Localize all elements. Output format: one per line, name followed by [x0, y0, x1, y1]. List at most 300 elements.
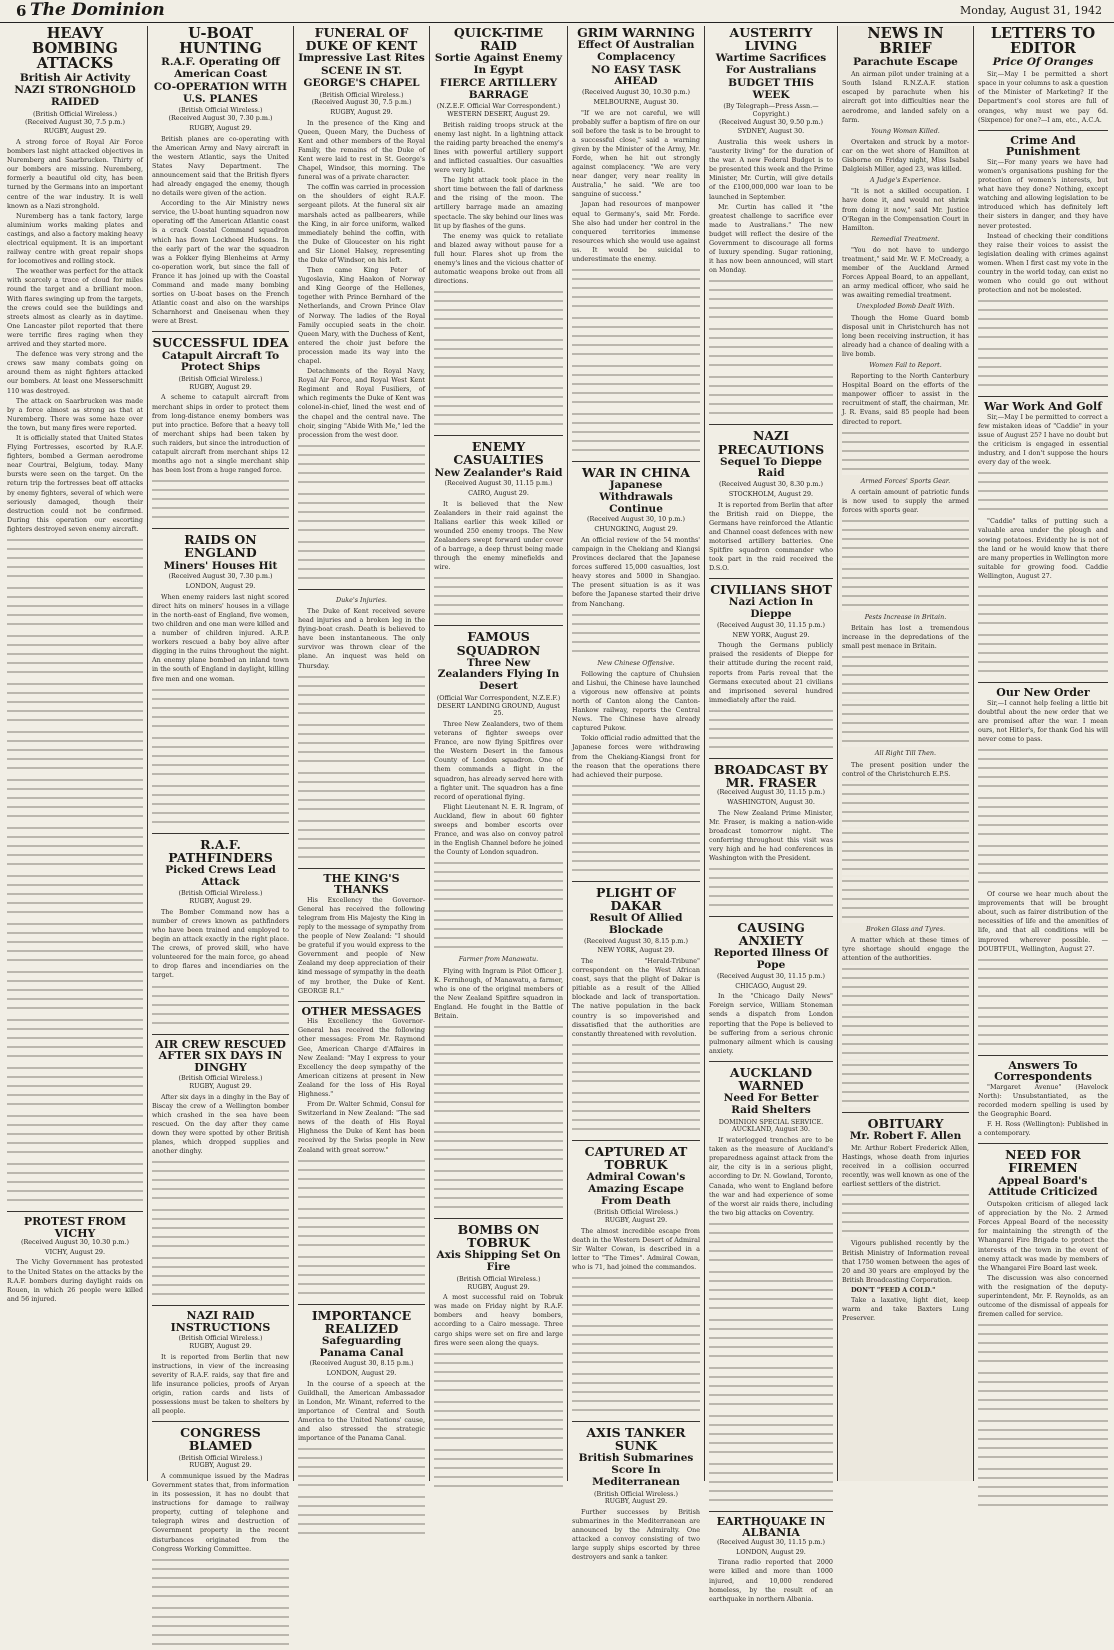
received-line: (Received August 30, 11.15 p.m.) — [716, 1537, 826, 1546]
dateline: RUGBY, August 29. — [189, 123, 252, 132]
text-filler — [434, 907, 563, 953]
text-filler — [572, 314, 700, 360]
article-funeral-duke-of-kent — [298, 26, 425, 584]
received-line: (Received August 30, 8.15 p.m.) — [584, 936, 688, 945]
text-filler — [7, 584, 143, 630]
text-filler — [978, 1465, 1108, 1511]
subheadline: Admiral Cowan's Amazing Escape From Death — [586, 1171, 686, 1207]
advertisement-heading: DON'T "FEED A COLD." — [851, 1285, 936, 1294]
text-filler — [152, 477, 289, 523]
subheadline: Sortie Against Enemy In Egypt — [434, 52, 563, 76]
subheadline: British Submarines Score In Mediterranean — [578, 1452, 694, 1488]
text-filler — [572, 1041, 700, 1087]
article-raids-on-england — [152, 528, 289, 827]
subheadline: Mr. Robert F. Allen — [849, 1130, 962, 1143]
text-filler — [978, 631, 1108, 677]
text-filler — [572, 266, 700, 312]
headline: FAMOUS SQUADRON — [456, 629, 541, 658]
dateline: LONDON, August 29. — [326, 1369, 397, 1378]
credit-line: DOMINION SPECIAL SERVICE. — [718, 1117, 824, 1126]
paragraph: The weather was perfect for the attack with scarcely a trace of cloud for miles round the target and a brilliant moon. With flares swinging up from the targets, the crews could see the buildings and streets almost as clearly as in daytime. One Lancaster pilot reported that there were terrific fires raging when they arrived and they started more. — [7, 267, 143, 349]
text-filler — [7, 920, 143, 966]
text-filler — [298, 442, 425, 488]
paragraph: British planes are co-operating with the American Army and Navy aircraft in the western Atlantic, says the United States Navy Department. The announcement said that the British flyers had already engaged the enemy, though no details were given of the action. — [152, 134, 289, 198]
text-filler — [572, 1322, 700, 1368]
subheadline: SCENE IN ST. GEORGE'S CHAPEL — [303, 65, 420, 89]
column-6 — [706, 25, 836, 1603]
paragraph: His Excellency the Governor-General has received the following telegram from His Majesty the King in reply to the message of sympathy from the people of New Zealand: "I should be grateful if you would express to the Government and people of New Zealand my deep appreciation of their kind message of sympathy in the death of my brother, the Duke of Kent. GEORGE R.I." — [298, 895, 425, 995]
subheadline: Catapult Aircraft To Protect Ships — [161, 349, 280, 374]
headline: AUSTERITY LIVING — [729, 25, 813, 54]
dateline: AUCKLAND, August 30. — [731, 1125, 811, 1134]
subheadline: Picked Crews Lead Attack — [165, 863, 276, 888]
credit-line: (British Official Wireless.) — [456, 1274, 541, 1283]
paragraph: In the course of a speech at the Guildhall, the American Ambassador in London, Mr. Winant, referred to the importance of Central and South America to the United Nations' cause, and also stressed the strategic importance of the Panama Canal. — [298, 1379, 425, 1443]
article-letters-to-editor — [978, 26, 1108, 125]
subheadline: Effect Of Australian Complacency — [577, 39, 695, 63]
paragraph: A scheme to catapult aircraft from merchant ships in order to protect them from long-distance enemy bombers was put into practice. Before that a heavy toll of merchant ships had been taken by such raiders, but since the introduction of catapult aircraft from merchant ships 12 months ago not a single merchant ship has been lost from a huge ranged force. — [152, 393, 289, 475]
text-filler — [298, 721, 425, 767]
subheadline: NO EASY TASK AHEAD — [591, 63, 681, 88]
paragraph: "It is not a skilled occupation. I have done it, and would not shrink from doing it now," said Mr. Justice O'Regan in the Compensation Court in Hamilton. — [842, 187, 969, 232]
text-filler — [298, 1445, 425, 1491]
publication-date: Monday, August 31, 1942 — [959, 4, 1102, 17]
text-filler — [978, 345, 1108, 391]
text-filler — [152, 734, 289, 780]
subheadline: R.A.F. Operating Off American Coast — [161, 56, 280, 81]
text-filler — [298, 817, 425, 863]
paragraph: Though the Home Guard bomb disposal unit in Christchurch has not long been receiving instruction, it has already had a chance of dealing with a live bomb. — [842, 313, 969, 358]
headline: NEED FOR FIREMEN — [1005, 1147, 1081, 1176]
column-rule — [704, 26, 705, 1481]
article-captured-at-tobruk — [572, 1140, 700, 1416]
dateline: RUGBY, August 29. — [467, 1282, 530, 1291]
headline: CAUSING ANXIETY — [737, 920, 805, 949]
paragraph: Flying with Ingram is Pilot Officer J. K. Fernihough, of Manawatu, a farmer, who is one of the original members of the New Zealand Spitfire squadron in England. He fought in the Battle of Britain. — [434, 966, 563, 1020]
text-filler — [842, 1013, 969, 1059]
paragraph: The almost incredible escape from death in the Western Desert of Admiral Sir Walter Cowan, is described in a letter to "The Times". Admiral Cowan, who is 71, had joined the commandos. — [572, 1226, 700, 1272]
paragraph: It is reported from Berlin that new instructions, in view of the increasing severity of R.A.F. raids, say that fire and life insurance policies, proofs of Aryan origin, ration cards and lists of possessions must be taken to shelters by all people. — [152, 1352, 289, 1416]
text-filler — [7, 1112, 143, 1158]
text-filler — [842, 1061, 969, 1107]
column-8 — [975, 26, 1111, 1481]
paragraph: Australia this week ushers in "austerity living" for the duration of the war. A new Federal Budget is to be presented this week and the Prime Minister, Mr. Curtin, will give details of the £100,000,000 war loan to be launched in September. — [709, 138, 833, 201]
text-filler — [978, 1321, 1108, 1367]
headline: CAPTURED AT TOBRUK — [584, 1143, 688, 1172]
dateline: RUGBY, August 29. — [330, 107, 393, 116]
article-u-boat-hunting — [152, 26, 289, 326]
paragraph: Vigours published recently by the British Ministry of Information reveal that 1750 women between the ages of 20 and 30 years are employed by the British Broadcasting Corporation. — [842, 1239, 969, 1284]
paragraph: The defence was very strong and the crews saw many combats going on around them as night fighters attacked our bombers. At least one Messerschmitt 110 was destroyed. — [7, 350, 143, 395]
headline: NAZI RAID INSTRUCTIONS — [170, 1309, 271, 1334]
section-subtitle: Women Fail to Report. — [869, 361, 942, 369]
dateline: VICHY, August 29. — [44, 1247, 106, 1256]
text-filler — [842, 877, 969, 923]
subheadline: Result Of Allied Blockade — [589, 912, 683, 936]
paragraph: According to the Air Ministry news service, the U-boat hunting squadron now operating off the American Atlantic coast is a crack Coastal Command squadron which has flown Lockheed Hudsons. In the early part of the war the squadron was a Fokker flying Blenheims at Army co-operation work, but since the fall of France it has joined up with the Coastal Command and made many bombing sorties on U-boat bases on the French Atlantic coast and also on the warships Scharnhorst and Gneisenau when they were at Brest. — [152, 199, 289, 326]
headline: QUICK-TIME RAID — [453, 25, 544, 54]
text-filler — [7, 728, 143, 774]
text-filler — [434, 1398, 563, 1444]
paragraph: Instead of checking their conditions they raise their voices to assist the legislation dealing with crimes against women. When I first cast my vote in the country in the world today, can exist no women who could go out without protection and not be molested. — [978, 231, 1108, 295]
text-filler — [978, 469, 1108, 515]
headline: AUCKLAND WARNED — [729, 1064, 813, 1094]
masthead — [0, 0, 1114, 23]
dateline: RUGBY, August 29. — [604, 1497, 668, 1506]
dateline: RUGBY, August 29. — [189, 1341, 252, 1350]
paragraph: In the "Chicago Daily News" Foreign service, William Stoneman sends a dispatch from London reporting that the Pope is believed to be suffering from a serious chronic pulmonary ailment which is causing anxiety. — [709, 992, 833, 1055]
headline: THE KING'S THANKS — [323, 871, 400, 897]
article-austerity-living — [709, 26, 833, 419]
paragraph: "Caddie" talks of putting such a valuable area under the plough and sowing potatoes. Evidently he is not of the land or he would know that there are many properties in Wellington more suitable for growing food. Caddie Wellington, August 27. — [978, 517, 1108, 580]
text-filler — [152, 686, 289, 732]
column-rule — [837, 26, 838, 1481]
article-protest-vichy — [7, 1211, 143, 1304]
text-filler — [152, 983, 289, 1029]
text-filler — [434, 1023, 563, 1069]
text-filler — [434, 384, 563, 430]
text-filler — [709, 277, 833, 323]
headline: SUCCESSFUL IDEA — [152, 335, 289, 351]
paragraph: Though the Germans publicly praised the residents of Dieppe for their attitude during the recent raid, reports from Paris reveal that the Germans executed about 21 civilians and imprisoned several hundred immediately after the raid. — [709, 641, 833, 704]
text-filler — [7, 632, 143, 678]
article-answers-to-correspondents — [978, 1055, 1108, 1139]
dateline: MELBOURNE, August 30. — [593, 97, 679, 106]
paragraph: Sir,—For many years we have had women's organisations pushing for the protection of women's interests, but what have they done? Nothing, except watching and allowing legislation to be introduced which has definitely left their sisters in danger, and they have never protested. — [978, 157, 1108, 230]
headline: R.A.F. PATHFINDERS — [168, 836, 273, 865]
text-filler — [434, 859, 563, 905]
credit-line: (British Official Wireless.) — [319, 90, 404, 99]
dateline: CAIRO, August 29. — [468, 489, 529, 497]
text-filler — [7, 1160, 143, 1206]
credit-line: (British Official Wireless.) — [594, 1208, 678, 1217]
column-rule — [429, 26, 430, 1481]
dateline: RUGBY, August 29. — [43, 127, 107, 136]
section-subtitle: Broken Glass and Tyres. — [865, 924, 946, 933]
headline: RAIDS ON ENGLAND — [184, 532, 257, 561]
article-broadcast-by-mr-fraser — [709, 758, 833, 911]
paragraph: Sir,—May I be permitted to correct a few mistaken ideas of "Caddie" in your issue of August 25? I have no doubt but the criticism is engaged in essential industry, and I don't suppose the hours every day of the week. — [978, 412, 1108, 467]
text-filler — [978, 1004, 1108, 1050]
received-line: (Received August 30, 11.15 p.m.) — [716, 620, 826, 629]
article-importance-realized — [298, 1304, 425, 1540]
paragraph: F. H. Ross (Wellington): Published in a contemporary. — [978, 1120, 1108, 1138]
headline: PROTEST FROM VICHY — [23, 1215, 127, 1240]
paragraph: Mr. Arthur Robert Frederick Allen, Hastings, whose death from injuries received in a collision occurred recently, was well known as one of the earliest settlers of the district. — [842, 1143, 969, 1189]
text-filler — [298, 1157, 425, 1203]
text-filler — [978, 1417, 1108, 1463]
received-line: (Received August 30, 10 p.m.) — [587, 515, 685, 524]
paragraph: Outspoken criticism of alleged lack of appreciation by the No. 2 Armed Forces Appeal Board of the necessity for maintaining the strength of the Whangarei Fire Brigade to protect the interests of the town in the event of enemy attack was made by members of the Whangarei Fire Board last week. — [978, 1200, 1108, 1272]
text-filler — [434, 1167, 563, 1213]
paragraph: British raiding troops struck at the enemy last night. In a lightning attack the raiding party breached the enemy's lines with powerful artillery support and inflicted casualties. Our casualties were very light. — [434, 120, 563, 175]
subheadline: British Air Activity — [19, 71, 131, 84]
text-filler — [842, 653, 969, 699]
dateline: LONDON, August 29. — [185, 582, 256, 590]
text-filler — [298, 1205, 425, 1251]
subheadline: Nazi Action In Dieppe — [728, 596, 814, 621]
column-3 — [295, 26, 428, 1481]
text-filler — [7, 776, 143, 822]
headline: IMPORTANCE REALIZED — [311, 1307, 412, 1336]
credit-line: (British Official Wireless.) — [178, 1453, 263, 1462]
subheadline: Need For Better Raid Shelters — [723, 1092, 819, 1116]
text-filler — [298, 1493, 425, 1539]
text-filler — [572, 1089, 700, 1135]
received-line: (Received August 30, 11.15 p.m.) — [716, 971, 826, 980]
paragraph: It is officially stated that United States Flying Fortresses, escorted by R.A.F. fighters, bombed a German aerodrome near Courtrai, Belgium, today. Many bursts were seen on the target. On the return trip the fortresses beat off attacks by enemy fighters, several of which were seriously damaged, though their destruction could not be confirmed. During this operation our escorting fighters destroyed seven enemy aircraft. — [7, 433, 143, 533]
column-1 — [4, 26, 146, 1481]
dateline: WASHINGTON, August 30. — [727, 797, 815, 806]
section-subtitle: Remedial Treatment. — [871, 234, 940, 243]
paragraph: Britain has lost a tremendous increase in the depredations of the small pest menace in Britain. — [842, 624, 969, 651]
text-filler — [7, 872, 143, 918]
article-earthquake-albania — [709, 1511, 833, 1604]
text-filler — [298, 490, 425, 536]
subheadline: Price Of Oranges — [992, 56, 1094, 69]
article-news-in-brief — [842, 26, 969, 1107]
paragraph: Of course we hear much about the improvements that will be brought about, such as fairer distribution of the necessities of life and the amenities of life, and that all conditions will be improved wherever possible. — DOUBTFUL, Wellington, August 27. — [978, 890, 1108, 953]
paragraph: Japan had resources of manpower equal to Germany's, said Mr. Forde. She also had under her control in the conquered territories immense resources which she would use against us. It would be suicidal to underestimate the enemy. — [572, 200, 700, 263]
article-raf-pathfinders — [152, 833, 289, 1029]
section-subtitle: Unexploded Bomb Dealt With. — [856, 302, 955, 311]
column-rule — [293, 26, 294, 1481]
subheadline: Reported Illness Of Pope — [713, 947, 829, 972]
headline: LETTERS TO EDITOR — [990, 25, 1096, 58]
headline: War Work And Golf — [984, 400, 1102, 414]
paragraph: From Dr. Walter Schmid, Consul for Switzerland in New Zealand: "The sad news of the death of His Royal Highness the Duke of Kent has been received by the Swiss people in New Zealand with great sorrow." — [298, 1100, 425, 1154]
received-line: (Received August 30, 9.50 p.m.) — [719, 117, 823, 126]
received-line: (Received August 30, 7.5 p.m.) — [311, 98, 412, 107]
text-filler — [842, 565, 969, 611]
paragraph: "Margaret Avenue" (Havelock North): Unsubstantiated, as the recorded modern spelling is used by the Geographic Board. — [978, 1082, 1108, 1119]
paragraph: In the presence of the King and Queen, Queen Mary, the Duchess of Kent and other members of the Royal Family, the remains of the Duke of Kent were laid to rest in St. George's Chapel, Windsor, this morning. The funeral was of a private character. — [298, 118, 425, 182]
subheadline: New Zealander's Raid — [434, 466, 563, 479]
paragraph: The discussion was also concerned with the resignation of the deputy-superintendent, Mr. F. Reynolds, as an outcome of the dismissal of appeals for firemen called for service. — [978, 1273, 1108, 1319]
paragraph: The present position under the control of the Christchurch E.P.S. — [842, 760, 969, 778]
column-2 — [149, 25, 292, 1553]
received-line: (Received August 30, 7.30 p.m.) — [168, 114, 273, 123]
dateline: STOCKHOLM, August 29. — [728, 489, 814, 498]
headline: GRIM WARNING — [577, 25, 695, 40]
text-filler — [7, 680, 143, 726]
text-filler — [709, 707, 833, 753]
section-subtitle: Duke's Injuries. — [336, 595, 387, 604]
article-war-work-and-golf — [978, 396, 1108, 677]
subheadline: Japanese Withdrawals Continue — [599, 479, 673, 515]
paragraph: Tirana radio reported that 2000 were killed and more than 1000 injured, and 10,000 rendered homeless, by the result of an earthquake in northern Albania. — [709, 1558, 833, 1603]
received-line: (Received August 30, 8.15 p.m.) — [309, 1359, 414, 1368]
headline: BROADCAST BY MR. FRASER — [714, 761, 828, 791]
text-filler — [7, 968, 143, 1014]
article-obituary — [842, 1112, 969, 1323]
subheadline: CO-OPERATION WITH U.S. PLANES — [153, 80, 288, 105]
article-auckland-warned — [709, 1061, 833, 1506]
received-line: (Received August 30, 10.30 p.m.) — [20, 1238, 130, 1247]
text-filler — [434, 1071, 563, 1117]
received-line: (Received August 30, 7.30 p.m.) — [168, 572, 273, 581]
text-filler — [978, 746, 1108, 792]
text-filler — [978, 794, 1108, 840]
headline: ENEMY CASUALTIES — [453, 439, 544, 468]
section-subtitle: All Right Till Then. — [874, 749, 937, 758]
text-filler — [434, 336, 563, 382]
article-civilians-shot — [709, 578, 833, 753]
paragraph: Take a laxative, light diet, keep warm and take Baxters Lung Preserver. — [842, 1295, 969, 1323]
paragraph: If waterlogged trenches are to be taken as the measure of Auckland's preparedness against attack from the air, the city is in a serious plight, according to Dr. N. Gowland, Toronto, Canada, who went to England before the war and had experience of some of the worst air raids there, including the two big attacks on Coventry. — [709, 1136, 833, 1217]
text-filler — [709, 1364, 833, 1410]
dateline: RUGBY, August 29. — [189, 897, 252, 906]
paragraph: Sir,—I cannot help feeling a little bit doubtful about the new order that we are promised after the war. I mean ours, not Hitler's, for thank God his will never come to pass. — [978, 698, 1108, 743]
text-filler — [572, 611, 700, 657]
paragraph: The light attack took place in the short time between the fall of darkness and the rising of the moon. The artillery barrage made an amazing spectacle. The sky behind our lines was lit up by flashes of the guns. — [434, 176, 563, 230]
article-quick-time-raid — [434, 26, 563, 430]
subheadline: FIERCE ARTILLERY BARRAGE — [439, 76, 558, 101]
subheadline: BUDGET THIS WEEK — [728, 76, 814, 101]
article-congress-blamed — [152, 1421, 289, 1649]
article-crime-and-punishment — [978, 130, 1108, 392]
column-rule — [147, 26, 148, 1481]
text-filler — [434, 1119, 563, 1165]
headline: CONGRESS BLAMED — [180, 1425, 261, 1454]
text-filler — [978, 297, 1108, 343]
text-filler — [152, 1604, 289, 1650]
paragraph: Following the capture of Chuhsien and Lishui, the Chinese have launched a vigorous new offensive at points north of Canton along the Canton-Hankow railway, reports the Central News. The Chinese have already captured Pukow. — [572, 669, 700, 733]
paragraph: The enemy was quick to retaliate and blazed away without pause for a full hour. Flares shot up from the enemy's lines and the vicious chatter of automatic weapons broke out from all directions. — [434, 231, 563, 286]
article-successful-idea — [152, 331, 289, 523]
headline: HEAVY BOMBING ATTACKS — [32, 25, 118, 73]
text-filler — [152, 1254, 289, 1300]
paragraph: Sir,—May I be permitted a short space in your columns to ask a question of the Minister of Marketing? If the Department's cool stores are full of oranges, why must we pay 6d. (Sixpence) for one?—I am, etc., A.C.A. — [978, 70, 1108, 124]
text-filler — [842, 517, 969, 563]
text-filler — [978, 842, 1108, 888]
headline: PLIGHT OF DAKAR — [596, 884, 676, 913]
headline: Answers To Correspondents — [994, 1058, 1092, 1084]
paragraph: The "Herald-Tribune" correspondent on the West African coast, says that the plight of Dakar is pitiable as a result of the Allied blockade and lack of transportation. The native population in the back country is so impoverished and dissatisfied that the authorities are constantly threatened with revolution. — [572, 956, 700, 1038]
dateline: NEW YORK, August 29. — [597, 946, 675, 955]
paragraph: An official review of the 54 months' campaign in the Chekiang and Kiangsi Provinces declared that the Japanese forces suffered 15,000 casualties, lost heavy stores and 5000 in Shangjao. The present situation is as it was before the Japanese started their drive from Nanchang. — [572, 535, 700, 608]
headline: AIR CREW RESCUED AFTER SIX DAYS IN DINGHY — [155, 1037, 286, 1074]
paragraph: Flight Lieutenant N. E. R. Ingram, of Auckland, flew in about 60 fighter sweeps and bomber escorts over France, and was also on convoy patrol in the English Channel before he joined the County of London squadron. — [434, 802, 563, 857]
received-line: (Received August 30, 7.5 p.m.) — [25, 117, 125, 126]
credit-line: (British Official Wireless.) — [33, 109, 117, 118]
text-filler — [152, 1158, 289, 1204]
column-rule — [567, 26, 568, 1481]
paragraph: Three New Zealanders, two of them veterans of fighter sweeps over France, are now flying Spitfires over the Western Desert in the famous County of London squadron. One of them commands a flight in the squadron, has already served here with a fighter unit. The squadron has a fine record of operational flying. — [434, 720, 563, 801]
received-line: (Received August 30, 8.30 p.m.) — [719, 480, 823, 489]
text-filler — [7, 536, 143, 582]
headline: OBITUARY — [867, 1116, 944, 1132]
credit-line: (By Telegraph—Press Assn.—Copyright.) — [723, 102, 819, 118]
paragraph: The New Zealand Prime Minister, Mr. Fraser, is making a nation-wide broadcast tomorrow night. The conferring throughout this visit was very high and he had conferences in Washington with the President. — [709, 808, 833, 863]
paragraph: After six days in a dinghy in the Bay of Biscay the crew of a Wellington bomber which crashed in the sea have been rescued. On the day after they came down they were spotted by other British planes, which dropped supplies and another dinghy. — [152, 1092, 289, 1156]
dateline: WESTERN DESERT, August 29. — [447, 109, 550, 118]
paragraph: It is believed that the New Zealanders in their raid against the Italians earlier this week killed or wounded 250 enemy troops. The New Zealanders swept forward under cover of a barrage, a deep thrust being made through the enemy minefields and wire. — [434, 499, 563, 572]
article-causing-anxiety — [709, 916, 833, 1056]
article-body — [7, 138, 143, 1206]
dateline: RUGBY, August 29. — [189, 382, 252, 391]
section-subtitle: Farmer from Manawatu. — [458, 955, 539, 964]
text-filler — [842, 1191, 969, 1237]
article-bombs-on-tobruk — [434, 1218, 563, 1492]
article-plight-of-dakar — [572, 881, 700, 1135]
text-filler — [7, 1064, 143, 1110]
article-our-new-order — [978, 682, 1108, 1050]
article-grim-warning — [572, 26, 700, 456]
paragraph: His Excellency the Governor-General has received the following other messages: From Mr. Raymond Gee, American Charge d'Affaires in New Zealand: "May I express to your Excellency the deep sympathy of the American citizens at present in New Zealand for the loss of His Royal Highness." — [298, 1017, 425, 1099]
section-subtitle: Pests Increase in Britain. — [864, 613, 947, 622]
text-filler — [709, 1460, 833, 1506]
text-filler — [572, 1370, 700, 1416]
paragraph: The coffin was carried in procession on the shoulders of eight R.A.F. sergeant pilots. At the funeral six air marshals acted as pallbearers, while the King, in air force uniform, walked immediately behind the coffin, with the Duke of Gloucester on his right and Sir Lionel Halsey, representing the Duke of Windsor, on his left. — [298, 183, 425, 264]
paragraph: Mr. Curtin has called it "the greatest challenge to sacrifice ever made to Australians." The new budget will reflect the desire of the Government to discourage all forms of luxury spending. Sugar rationing, it has now been announced, will start on Monday. — [709, 202, 833, 275]
text-filler — [572, 410, 700, 456]
column-7 — [839, 26, 972, 1481]
paragraph: Then came King Peter of Yugoslavia, King Haakon of Norway and King George of the Hellenes, together with Prince Bernhard of the Netherlands, and Crown Prince Olav of Norway. The ladies of the Royal Family occupied seats in the choir. Queen Mary, with the Duchess of Kent, entered the choir just before the procession made its way into the chapel. — [298, 266, 425, 365]
text-filler — [434, 1446, 563, 1492]
headline: Our New Order — [996, 686, 1090, 700]
paragraph: Further successes by British submarines in the Mediterranean are announced by the Admiralty. One attacked a convoy consisting of two large supply ships escorted by three destroyers and sank a tanker. — [572, 1508, 700, 1562]
text-filler — [709, 325, 833, 371]
headline: AXIS TANKER SUNK — [586, 1425, 686, 1454]
paragraph: A communique issued by the Madras Government states that, from information in its possession, it has no doubt that instructions for damage to railway property, cutting of telephone and telegraph wires and destruction of Government property in the recent disturbances originated from the Congress Working Committee. — [152, 1471, 289, 1553]
credit-line: (British Official Wireless.) — [178, 889, 263, 898]
text-filler — [572, 1274, 700, 1320]
text-filler — [709, 1220, 833, 1266]
subheadline: Axis Shipping Set On Fire — [436, 1249, 561, 1274]
headline: OTHER MESSAGES — [301, 1004, 422, 1018]
headline: Crime And Punishment — [1005, 133, 1081, 159]
text-filler — [434, 574, 563, 620]
dateline: CHICAGO, August 29. — [735, 981, 807, 990]
text-filler — [152, 782, 289, 828]
paragraph: A certain amount of patriotic funds is now used to supply the armed forces with sports gear. — [842, 487, 969, 514]
headline: EARTHQUAKE IN ALBANIA — [716, 1514, 826, 1540]
dateline: DESERT LANDING GROUND, August 25. — [437, 701, 560, 718]
headline: WAR IN CHINA — [581, 465, 691, 481]
subheadline: Miners' Houses Hit — [163, 559, 278, 572]
paragraph: A most successful raid on Tobruk was made on Friday night by R.A.F. bombers and heavy bombers, according to a Cairo message. Three cargo ships were set on fire and large fires were seen along the quays. — [434, 1293, 563, 1347]
article-dukes-injuries — [298, 589, 425, 863]
text-filler — [842, 429, 969, 475]
text-filler — [298, 673, 425, 719]
article-kings-thanks — [298, 868, 425, 996]
dateline: RUGBY, August 29. — [604, 1215, 668, 1224]
text-filler — [434, 1350, 563, 1396]
subheadline: Three New Zealanders Flying In Desert — [437, 656, 560, 693]
paragraph: An airman pilot under training at a South Island R.N.Z.A.F. station escaped by parachute when his aircraft got into difficulties near the aerodrome, and landed safely on a farm. — [842, 70, 969, 124]
text-filler — [709, 865, 833, 911]
paragraph: Reporting to the North Canterbury Hospital Board on the efforts of the manpower officer to assist in the recruitment of staff, the chairman, Mr. J. R. Evans, said 85 people had been directed to report. — [842, 372, 969, 426]
headline: U-BOAT HUNTING — [179, 25, 262, 58]
article-other-messages — [298, 1001, 425, 1299]
text-filler — [842, 829, 969, 875]
credit-line: (Official War Correspondent, N.Z.E.F.) — [436, 693, 561, 702]
article-air-crew-rescued — [152, 1034, 289, 1301]
text-filler — [978, 583, 1108, 629]
subheadline: Appeal Board's Attitude Criticized — [988, 1174, 1098, 1199]
article-nazi-precautions — [709, 424, 833, 573]
paragraph: It is reported from Berlin that after the British raid on Dieppe, the Germans have reinforced the Atlantic and Channel coast defences with new motorised artillery batteries. One Spitfire squadron commander who took part in the raid received the D.S.O. — [709, 500, 833, 573]
text-filler — [709, 1268, 833, 1314]
article-famous-squadron — [434, 625, 563, 1213]
text-filler — [978, 956, 1108, 1002]
subheadline: Sequel To Dieppe Raid — [720, 455, 822, 480]
text-filler — [298, 538, 425, 584]
text-filler — [572, 362, 700, 408]
headline: BOMBS ON TOBRUK — [457, 1222, 540, 1251]
text-filler — [842, 701, 969, 747]
